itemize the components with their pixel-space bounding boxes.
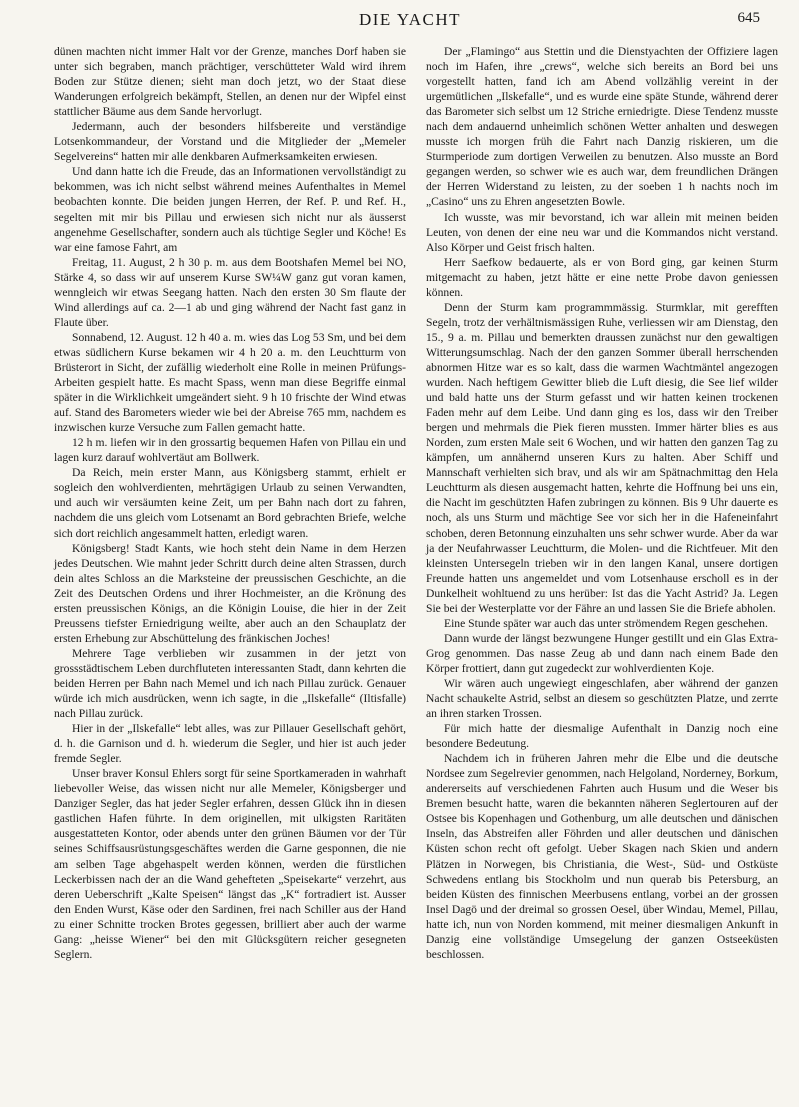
paragraph: Mehrere Tage verblieben wir zusammen in der jetzt von grossstädtischem Leben durchfluteten interessanten Stadt, dann kehrten die beiden Herren per Bahn nach Memel und ich nach Pillau zurück. Genauer würde ich mich ausdrücken, wenn ich sagte, in die „Ilskefalle“ (Iltisfalle) nach Pillau zurück. — [54, 646, 406, 721]
paragraph: Der „Flamingo“ aus Stettin und die Dienstyachten der Offiziere lagen noch im Hafen, ihre „crews“, welche sich bereits an Bord bei uns vorgestellt hatten, fand ich am Abend vollzählig vereint in der urgemütlichen „Ilskefalle“, und es wurde eine späte Stunde, während derer das Barometer sich selbst um 12 Striche erniedrigte. Diese Tendenz musste nach dem andauernd unheimlich schönen Wetter anhalten und deswegen musste ich morgen früh die Fahrt nach Danzig riskieren, um die Sturmperiode zum dortigen Verweilen zu benutzen. Also musste an Bord gegangen werden, so schwer wie es auch war, dem freundlichen Drängen der Herren Widerstand zu leisten, zu der soeben 1 h nachts noch im „Casino“ uns zu Ehren angesetzten Bowle. — [426, 45, 778, 209]
page-number: 645 — [737, 10, 760, 26]
paragraph: Und dann hatte ich die Freude, das an Informationen vervollständigt zu bekommen, was ich nicht selbst während meines Aufenthaltes in Memel beobachten konnte. Die beiden jungen Herren, der Ref. P. und Ref. H., segelten mit mir bis Pillau und erwiesen sich nicht nur als äusserst angenehme Gesellschafter, sondern auch als tüchtige Segler und Köche! Es war eine famose Fahrt, am — [54, 165, 406, 254]
page-header — [60, 8, 760, 34]
paragraph: dünen machten nicht immer Halt vor der Grenze, manches Dorf haben sie unter sich begraben, manch prächtiger, verschütteter Wald wird ihrem Boden zur Stütze dienen; sieht man doch jetzt, wo der Staat diese Wanderungen erfolgreich bekämpft, Stellen, an denen nur der Wipfel einst stattlicher Bäume aus dem Sande hervorlugt. — [54, 45, 406, 119]
paragraph: Unser braver Konsul Ehlers sorgt für seine Sportkameraden in wahrhaft liebevoller Weise, das wissen nicht nur alle Memeler, Königsberger und Danziger Segler, das hat jeder Segler erfahren, dessen Glück ihn in diesen gastlichen Hafen führte. In dem originellen, mit ulkigsten Raritäten ausgestatteten Kontor, oder abends unter den grünen Bäumen vor der Tür seines Schiffsausrüstungsgeschäftes werden die Garne gesponnen, die nie am selben Tage abgehaspelt werden können, werden die fürstlichen Leckerbissen nach der an die Wand gehefteten „Speisekarte“ verzehrt, aus deren Ueberschrift „Kalte Speisen“ längst das „K“ fortradiert ist. Ausser den Enden Wurst, Käse oder den Sardinen, frei nach Schiller aus der Hand zu einer Schnitte trocken Brotes gegessen, brilliert aber auch der warme Gang: „heisse Wiener“ bei den mit Glücksgütern reicher gesegneten Seglern. — [54, 767, 406, 961]
paragraph: Dann wurde der längst bezwungene Hunger gestillt und ein Glas Extra-Grog genommen. Das nasse Zeug ab und dann nach einem Bade den Körper frottiert, dann gut zugedeckt zur wohlverdienten Koje. — [426, 631, 778, 675]
paragraph: Sonnabend, 12. August. 12 h 40 a. m. wies das Log 53 Sm, und bei dem etwas südlichern Kurse bekamen wir 4 h 20 a. m. den Leuchtturm von Brüsterort in Sicht, der zufällig wiederholt eine Rolle in meinen Prüfungs-Arbeiten gespielt hatte. Es macht Spass, wenn man diese Begriffe einmal später in die Wirklichkeit umgeändert sieht. 9 h 10 frischte der Wind etwas auf. Stand des Barometers wieder wie bei der Abreise 765 mm, nachdem es inzwischen kurze Versuche zum Fallen gemacht hatte. — [54, 330, 406, 435]
article-body — [54, 44, 778, 1102]
paragraph: 12 h m. liefen wir in den grossartig bequemen Hafen von Pillau ein und lagen kurz darauf wohlvertäut am Bollwerk. — [54, 436, 406, 465]
running-title: DIE YACHT — [358, 10, 462, 29]
paragraph: Eine Stunde später war auch das unter strömendem Regen geschehen. — [444, 616, 768, 630]
paragraph: Nachdem ich in früheren Jahren mehr die Elbe und die deutsche Nordsee zum Segelrevier genommen, nach Helgoland, Norderney, Borkum, andererseits auf verschiedenen Fahrten auch Husum und die Weser bis Bremen besucht hatte, waren die bekannten näheren Seglertouren auf der Ostsee bis Kopenhagen und Gothenburg, um alle deutschen und dänischen Inseln, das Abstreifen aller Föhrden und aller deutschen und dänischen Küsten schon recht oft gefolgt. Ueber Skagen nach Skien und andern Plätzen in Norwegen, bis Christiania, die West-, Süd- und Ostküste Schwedens entlang bis Stockholm und nun querab bis Petersburg, an beiden Küsten des finnischen Meerbusens entlang, vorbei an der grossen Insel Dagö und der dreimal so grossen Oesel, über Windau, Memel, Pillau, hatte ich, nun von Norden kommend, mit meiner diesmaligen Ankunft in Danzig eine vollständige Umsegelung der ganzen Ostseeküsten beschlossen. — [426, 752, 778, 961]
paragraph: Denn der Sturm kam programmmässig. Sturmklar, mit gerefften Segeln, trotz der verhältnismässigen Ruhe, verliessen wir am Dienstag, den 15., 9 a. m. Pillau und bemerkten draussen zunächst nur den gewaltigen Witterungsumschlag. Nach der den ganzen Sommer überall herrschenden abnormen Hitze war es so kalt, dass die warmen Wachtmäntel angezogen wurden. Nach heftigem Gewitter blieb die Luft diesig, die See lief wilder und bald hatte uns der Sturm gefasst und wir hatten keinen trockenen Faden mehr auf dem Leibe. Und dann ging es los, dass wir den Treiber bergen und mehrmals die Piek fieren mussten. Immer härter blies es aus Norden, zum ersten Male seit 6 Wochen, und wir hatten den ganzen Tag zu kämpfen, um annähernd unseren Kurs zu halten. Aber Schiff und Mannschaft verhielten sich brav, und als wir am Spätnachmittag den Hela Leuchtturm als diesen ausgemacht hatten, kehrte die Hoffnung bei uns ein, die Nacht im geschützten Hafen zubringen zu können. Bis 9 Uhr dauerte es noch, als uns Sturm und mächtige See vor sich her in die Hafeneinfahrt schoben, deren Betonnung einzuhalten uns sehr schwer wurde. Aber da war ja der Neufahrwasser Leuchtturm, die Molen- und die Richtfeuer. Mit den kleinsten Untersegeln trieben wir in den langen Kanal, unsere dortigen Freunde hatten uns angemeldet und vom Lotsenhause erscholl es in der Dunkelheit wohltuend zu uns herüber: Ist das die Yacht Astrid? Ja. Legen Sie bei der Westerplatte vor der Fähre an und lassen Sie die Briefe abholen. — [426, 300, 778, 615]
left-column — [54, 44, 406, 1102]
right-column — [426, 44, 778, 1102]
paragraph: Jedermann, auch der besonders hilfsbereite und verständige Lotsenkommandeur, der Vorstand und die Mitglieder der „Memeler Segelvereins“ hatten mir alle denkbaren Aufmerksamkeiten erwiesen. — [54, 120, 406, 164]
paragraph: Herr Saefkow bedauerte, als er von Bord ging, gar keinen Sturm mitgemacht zu haben, jetzt hätte er eine nette Probe davon geniessen können. — [426, 255, 778, 299]
paragraph: Wir wären auch ungewiegt eingeschlafen, aber während der ganzen Nacht schaukelte Astrid, selbst an diesem so geschützten Platze, und zerrte an ihren starken Trossen. — [426, 676, 778, 721]
paragraph: Für mich hatte der diesmalige Aufenthalt in Danzig noch eine besondere Bedeutung. — [426, 722, 778, 751]
paragraph: Freitag, 11. August, 2 h 30 p. m. aus dem Bootshafen Memel bei NO, Stärke 4, so dass wir auf unserem Kurse SW¼W ganz gut voran kamen, wenngleich wir etwas Seegang hatten. Nach den ersten 30 Sm flaute der Wind allerdings auf ca. 2—1 ab und ging während der Nacht fast ganz in Flaute über. — [54, 255, 406, 329]
paragraph: Ich wusste, was mir bevorstand, ich war allein mit meinen beiden Leuten, von denen der eine neu war und die Kommandos nicht verstand. Also Körper und Geist frisch halten. — [426, 210, 778, 254]
paragraph: Hier in der „Ilskefalle“ lebt alles, was zur Pillauer Gesellschaft gehört, d. h. die Garnison und d. h. wiederum die Segler, und hier ist auch jeder fremde Segler. — [54, 722, 406, 766]
paragraph: Königsberg! Stadt Kants, wie hoch steht dein Name in dem Herzen jedes Deutschen. Wie mahnt jeder Schritt durch deine alten Strassen, durch dein altes Schloss an die Marksteine der preussischen Geschichte, an die Zeit des Deutschen Ordens und ihrer Hochmeister, an die Krönung des ersten preussischen Königs, an die Königin Louise, die hier in der Zeit Preussens tiefster Erniedrigung weilte, aber auch an den Schauplatz der ersten Erhebung zur Abschüttelung des fränkischen Joches! — [54, 541, 406, 645]
paragraph: Da Reich, mein erster Mann, aus Königsberg stammt, erhielt er sogleich den wohlverdienten, mehrtägigen Urlaub zu seinen Verwandten, und auch wir versäumten keine Zeit, um per Bahn nach dort zu fahren, nachdem die uns gleich vom Lotsenamt an Bord gebrachten Briefe, welche sich dort reichlich angesammelt hatten, erledigt waren. — [54, 466, 406, 540]
